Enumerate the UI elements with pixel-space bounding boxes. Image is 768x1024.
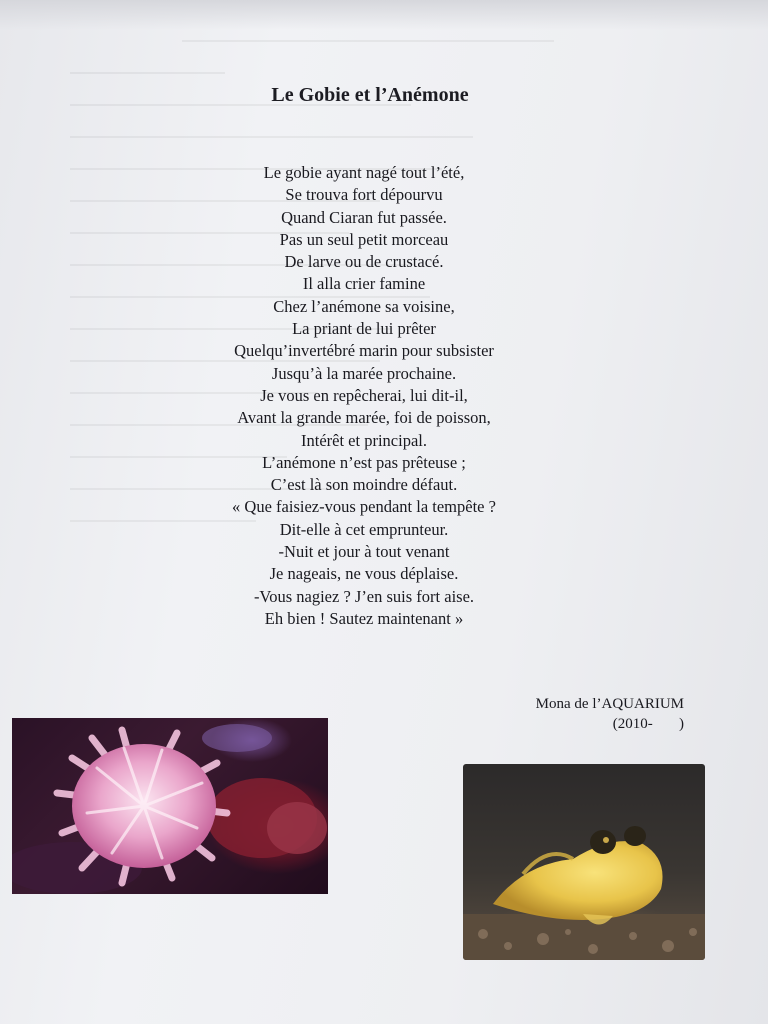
poem-title: Le Gobie et l’Anémone (271, 84, 469, 106)
poem-line: Avant la grande marée, foi de poisson, (237, 408, 491, 428)
poem-body (0, 162, 728, 630)
poem-line: Chez l’anémone sa voisine, (273, 296, 455, 316)
poem-line: Pas un seul petit morceau (279, 229, 449, 249)
poem-line: De larve ou de crustacé. (284, 252, 444, 272)
author-signature (536, 694, 684, 734)
goby-illustration (463, 764, 705, 960)
poem-line: Se trouva fort dépourvu (285, 185, 443, 205)
top-shadow (0, 0, 768, 30)
goby-photo (463, 764, 705, 960)
author-dates: (2010- ) (612, 716, 684, 732)
poem-line: Le gobie ayant nagé tout l’été, (263, 163, 465, 182)
poem-line: Je nageais, ne vous déplaise. (269, 564, 459, 584)
poem-line: Quelqu’invertébré marin pour subsister (234, 341, 494, 361)
poem-line: « Que faisiez-vous pendant la tempête ? (232, 497, 496, 517)
poem-line: -Nuit et jour à tout venant (278, 542, 450, 562)
poem-line: -Vous nagiez ? J’en suis fort aise. (253, 586, 475, 606)
author-name: Mona de l’AQUARIUM (535, 696, 684, 712)
poem-line: L’anémone n’est pas prêteuse ; (262, 452, 466, 472)
poem-line: Quand Ciaran fut passée. (281, 207, 447, 227)
poem-line: Jusqu’à la marée prochaine. (271, 363, 457, 383)
anemone-photo (12, 718, 328, 894)
poem-line: Il alla crier famine (302, 274, 426, 294)
poem-line: Eh bien ! Sautez maintenant » (264, 608, 464, 628)
poem-line: La priant de lui prêter (292, 319, 436, 339)
poem-line: Je vous en repêcherai, lui dit-il, (260, 385, 468, 405)
poem-line: C’est là son moindre défaut. (270, 475, 458, 495)
poem-line: Dit-elle à cet emprunteur. (279, 519, 449, 539)
poem-line: Intérêt et principal. (301, 430, 427, 450)
anemone-illustration (12, 718, 328, 894)
